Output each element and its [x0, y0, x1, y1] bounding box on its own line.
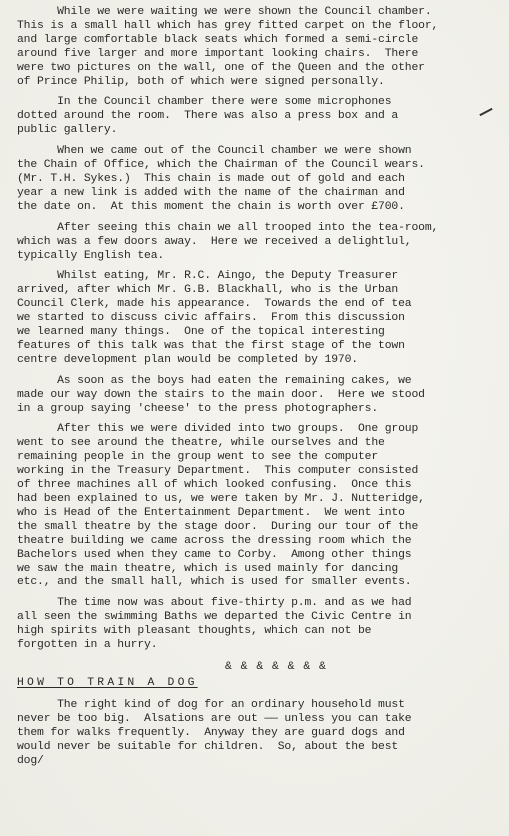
text-line: them for walks frequently. Anyway they are guard dogs and [17, 726, 405, 739]
text-line: centre development plan would be completed by 1970. [17, 353, 358, 366]
text-line: the small theatre by the stage door. During our tour of the [17, 520, 419, 533]
text-line: This is a small hall which has grey fitted carpet on the floor, [17, 19, 439, 32]
text-line: made our way down the stairs to the main door. Here we stood [17, 388, 425, 401]
text-line: who is Head of the Entertainment Department. We went into [17, 506, 405, 519]
paragraph [17, 270, 499, 367]
text-line: After this we were divided into two groups. One group [17, 423, 419, 436]
paragraph [17, 375, 499, 417]
text-line: all seen the swimming Baths we departed the Civic Centre in [17, 611, 412, 624]
text-line: The time now was about five-thirty p.m. and as we had [17, 597, 412, 610]
text-line: In the Council chamber there were some microphones [17, 96, 392, 109]
text-line: had been explained to us, we were taken by Mr. J. Nutteridge, [17, 493, 425, 505]
text-line: would never be suitable for children. So, about the best [17, 740, 399, 753]
text-line: (Mr. T.H. Sykes.) This chain is made out of gold and each [17, 172, 405, 185]
section-separator: & & & & & & & [225, 660, 327, 673]
paragraph [17, 222, 499, 264]
text-line: While we were waiting we were shown the Council chamber. [17, 6, 432, 18]
text-line: of three machines all of which looked confusing. Once this [17, 479, 412, 492]
text-line: arrived, after which Mr. G.B. Blackhall, who is the Urban [17, 284, 399, 297]
text-line: never be too big. Alsations are out —— unless you can take [17, 712, 412, 725]
text-line: As soon as the boys had eaten the remaining cakes, we [17, 374, 412, 387]
dog-article [17, 699, 499, 769]
text-line: we learned many things. One of the topical interesting [17, 326, 385, 339]
paragraph [17, 6, 499, 89]
text-line: remaining people in the group went to see the computer [17, 451, 379, 464]
text-line: When we came out of the Council chamber we were shown [17, 145, 412, 158]
text-line: public gallery. [17, 124, 118, 137]
text-line: After seeing this chain we all trooped into the tea-room, [17, 221, 439, 234]
text-line: etc., and the small hall, which is used for smaller events. [17, 576, 412, 589]
paragraph [17, 96, 499, 138]
text-line: the date on. At this moment the chain is worth over £700. [17, 200, 405, 213]
text-line: year a new link is added with the name of the chairman and [17, 186, 405, 199]
paragraph [17, 145, 499, 215]
text-line: were two pictures on the wall, one of the Queen and the other [17, 61, 425, 74]
text-line: which was a few doors away. Here we received a delightlul, [17, 235, 412, 248]
text-line: went to see around the theatre, while ourselves and the [17, 437, 385, 450]
text-line: around five larger and more important looking chairs. There [17, 47, 419, 60]
text-line: Whilst eating, Mr. R.C. Aingo, the Deputy Treasurer [17, 270, 399, 283]
text-line: the Chain of Office, which the Chairman of the Council wears. [17, 159, 425, 172]
text-line: we started to discuss civic affairs. From this discussion [17, 312, 405, 325]
paragraph [17, 423, 499, 590]
text-line: Bachelors used when they came to Corby. Among other things [17, 548, 412, 561]
section-heading: HOW TO TRAIN A DOG [17, 676, 198, 689]
text-line: forgotten in a hurry. [17, 639, 158, 652]
paragraph [17, 597, 499, 653]
text-line: and large comfortable black seats which formed a semi-circle [17, 33, 419, 46]
text-line: of Prince Philip, both of which were signed personally. [17, 75, 385, 88]
text-line: theatre building we came across the dressing room which the [17, 534, 412, 547]
civic-centre-article [17, 6, 499, 653]
text-line: typically English tea. [17, 249, 165, 262]
text-line: we saw the main theatre, which is used mainly for dancing [17, 562, 399, 575]
text-line: working in the Treasury Department. This computer consisted [17, 465, 419, 478]
text-line: The right kind of dog for an ordinary household must [17, 698, 405, 711]
text-line: dog/ [17, 754, 44, 767]
paragraph [17, 699, 499, 769]
text-line: features of this talk was that the first stage of the town [17, 339, 405, 352]
text-line: in a group saying 'cheese' to the press photographers. [17, 402, 379, 415]
text-line: dotted around the room. There was also a press box and a [17, 110, 399, 123]
text-line: Council Clerk, made his appearance. Towards the end of tea [17, 298, 412, 311]
text-line: high spirits with pleasant thoughts, which can not be [17, 625, 372, 638]
